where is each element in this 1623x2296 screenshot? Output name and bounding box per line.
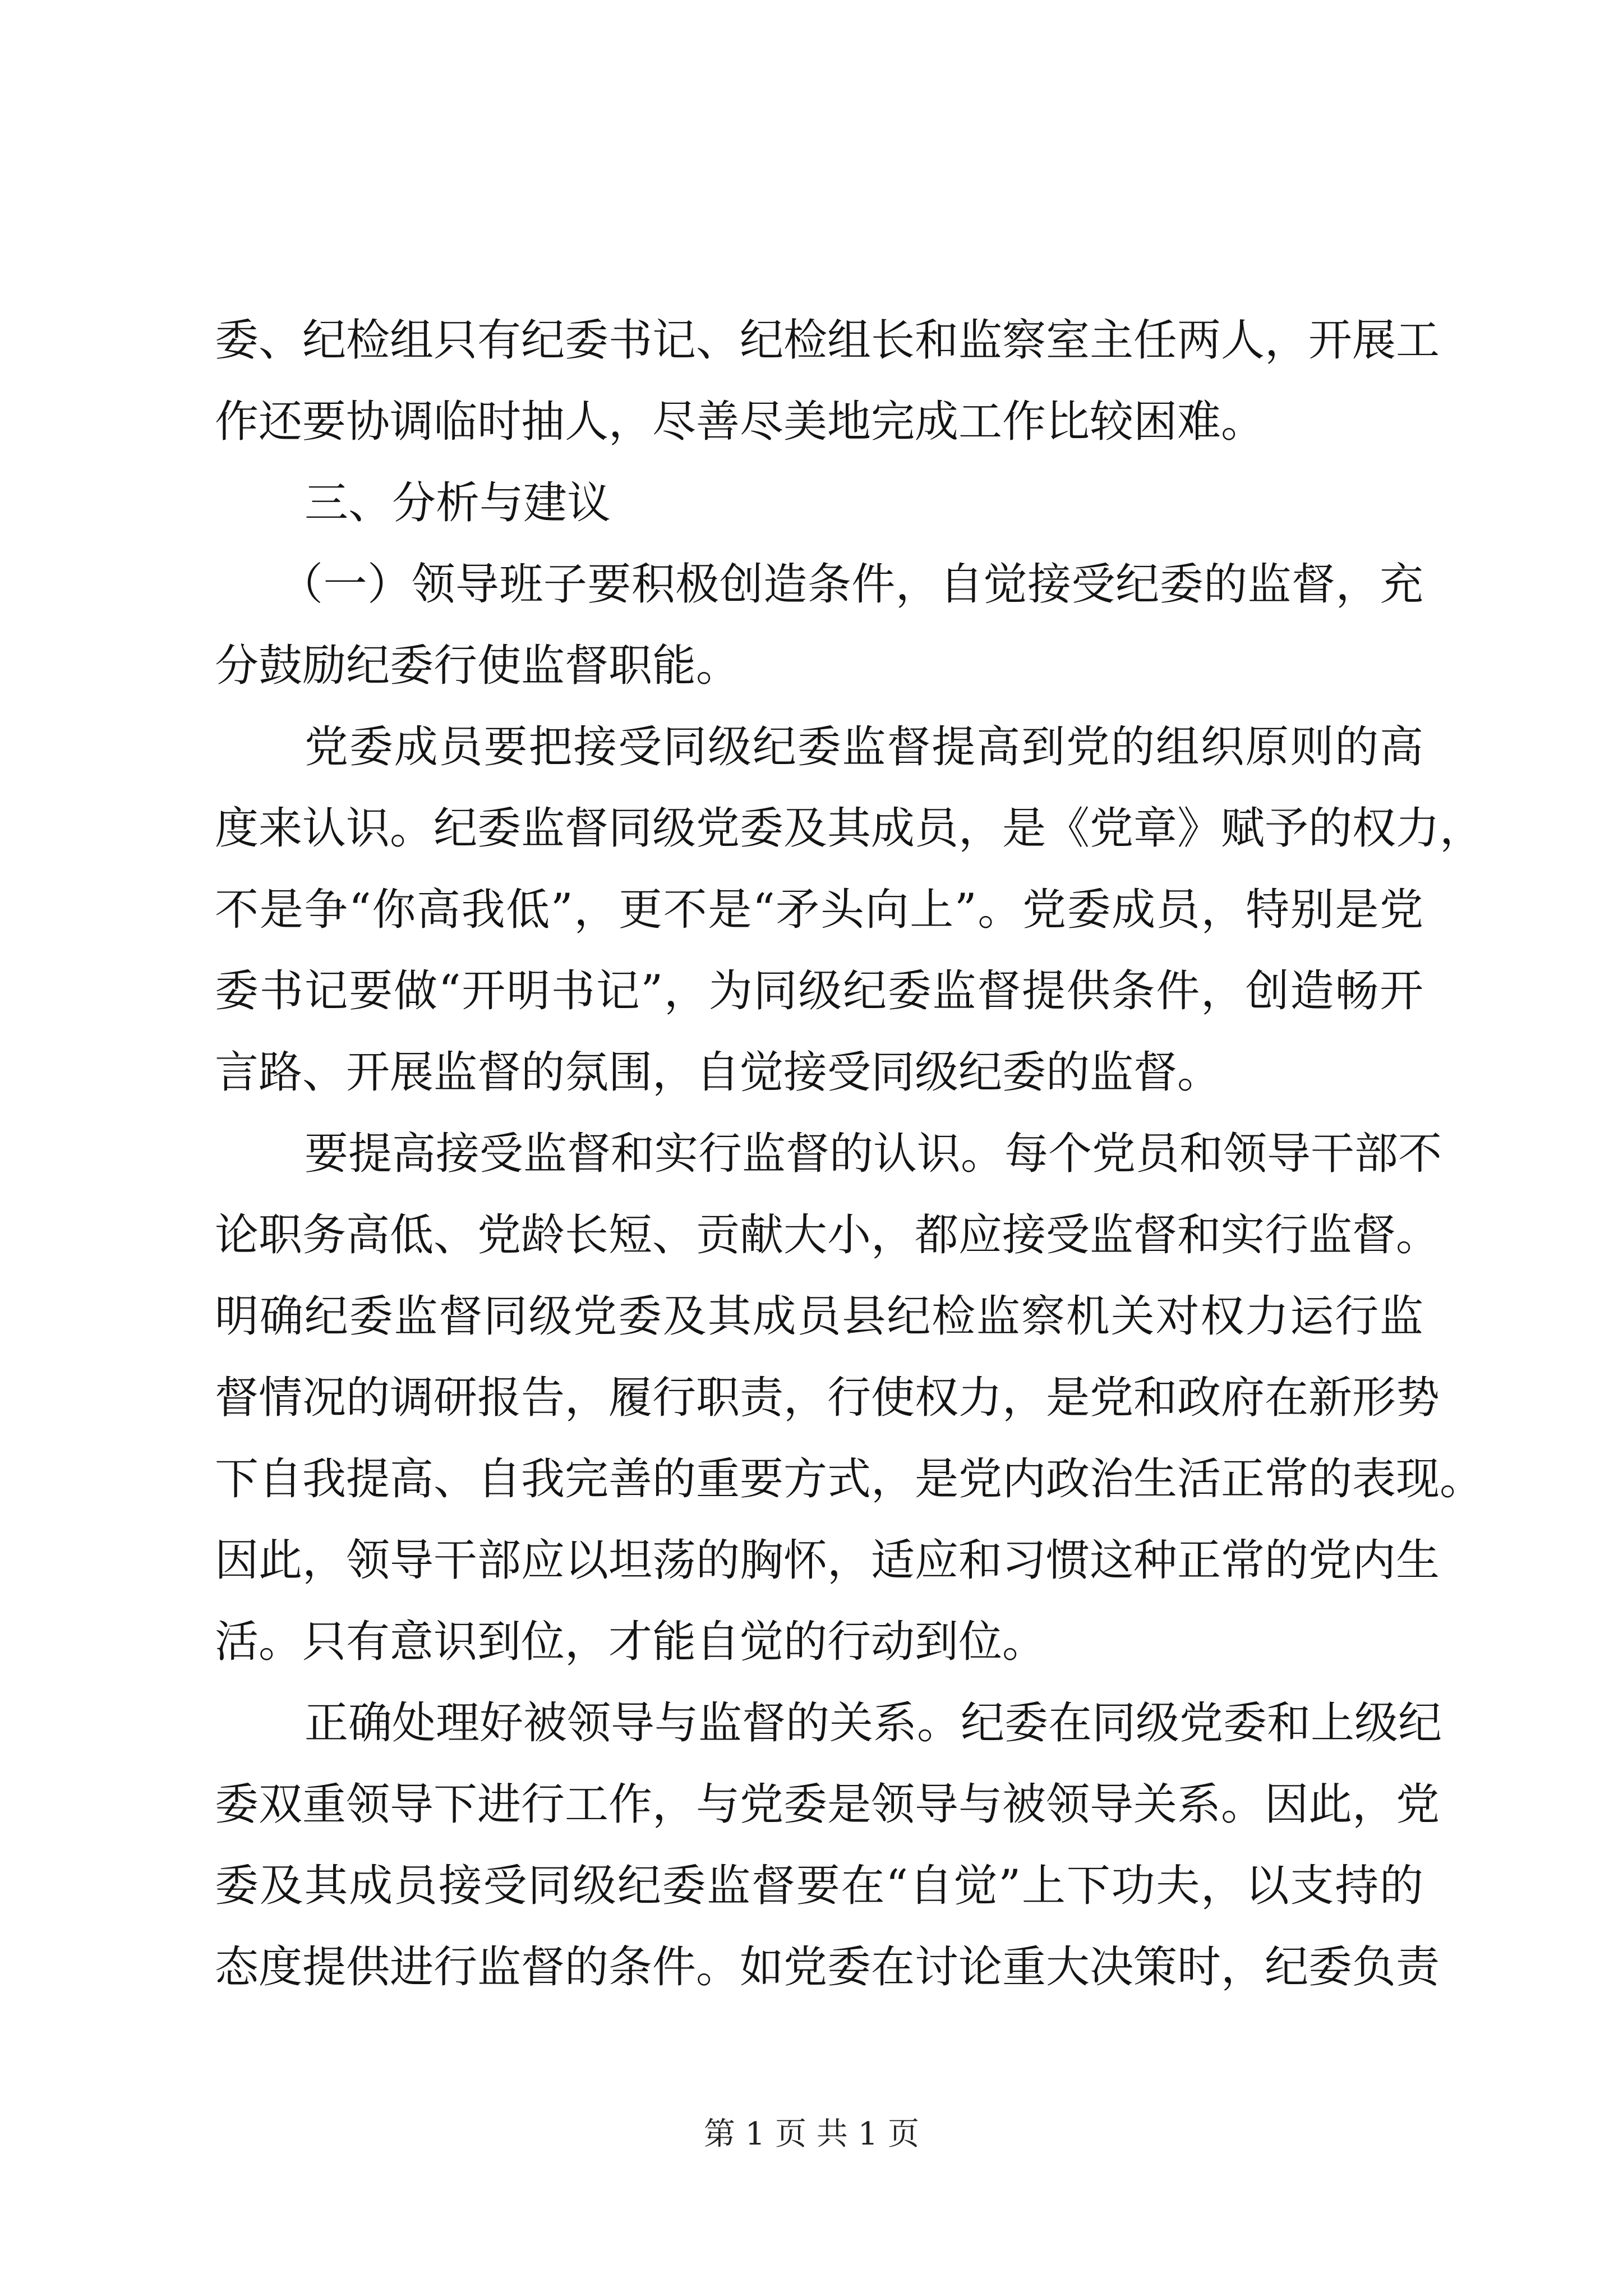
page-number-label: 第 1 页 共 1 页 [703, 2116, 920, 2152]
text-line: 委双重领导下进行工作，与党委是领导与被领导关系。因此，党 [215, 1779, 1440, 1830]
text-line: 督情况的调研报告，履行职责，行使权力，是党和政府在新形势 [215, 1373, 1440, 1423]
subsection-heading: （一）领导班子要积极创造条件，自觉接受纪委的监督，充 [279, 559, 1423, 610]
text-line: 言路、开展监督的氛围，自觉接受同级纪委的监督。 [215, 1047, 1221, 1098]
document-body [215, 300, 1484, 2008]
section-heading: 三、分析与建议 [305, 478, 611, 528]
text-line: 作还要协调临时抽人，尽善尽美地完成工作比较困难。 [215, 397, 1265, 447]
text-line: 论职务高低、党龄长短、贡献大小，都应接受监督和实行监督。 [215, 1210, 1440, 1260]
text-line: 委及其成员接受同级纪委监督要在“自觉”上下功夫，以支持的 [215, 1861, 1423, 1911]
text-line: 因此，领导干部应以坦荡的胸怀，适应和习惯这种正常的党内生 [215, 1535, 1440, 1586]
text-line: 委书记要做“开明书记”，为同级纪委监督提供条件，创造畅开 [215, 966, 1423, 1016]
text-line: 态度提供进行监督的条件。如党委在讨论重大决策时，纪委负责 [215, 1942, 1440, 1993]
text-line: 分鼓励纪委行使监督职能。 [215, 641, 740, 691]
paragraph-start: 党委成员要把接受同级纪委监督提高到党的组织原则的高 [305, 722, 1423, 772]
paragraph-start: 正确处理好被领导与监督的关系。纪委在同级党委和上级纪 [305, 1698, 1442, 1749]
paragraph-start: 要提高接受监督和实行监督的认识。每个党员和领导干部不 [305, 1129, 1442, 1179]
text-line: 明确纪委监督同级党委及其成员县纪检监察机关对权力运行监 [215, 1291, 1423, 1342]
text-line: 不是争“你高我低”，更不是“矛头向上”。党委成员，特别是党 [215, 885, 1423, 935]
text-line: 度来认识。纪委监督同级党委及其成员，是《党章》赋予的权力， [215, 803, 1484, 854]
text-line: 活。只有意识到位，才能自觉的行动到位。 [215, 1617, 1046, 1667]
text-line: 委、纪检组只有纪委书记、纪检组长和监察室主任两人，开展工 [215, 315, 1440, 366]
page-footer [0, 2115, 1623, 2154]
text-line: 下自我提高、自我完善的重要方式，是党内政治生活正常的表现。 [215, 1454, 1484, 1504]
